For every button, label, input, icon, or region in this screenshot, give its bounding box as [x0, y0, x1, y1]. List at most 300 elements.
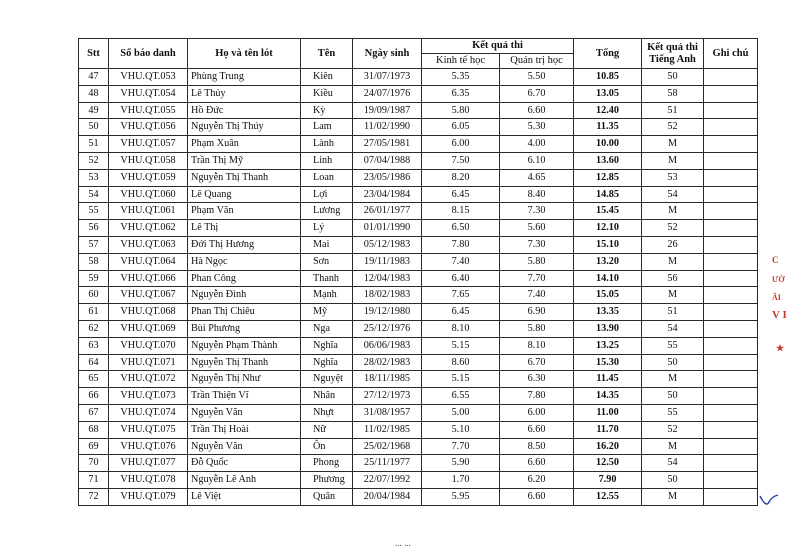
cell-tong: 11.70	[574, 421, 642, 438]
cell-ghi-chu	[704, 152, 758, 169]
cell-ghi-chu	[704, 270, 758, 287]
cell-ghi-chu	[704, 371, 758, 388]
results-table-container	[78, 38, 758, 506]
cell-tieng-anh: 52	[642, 119, 704, 136]
cell-tong: 12.40	[574, 102, 642, 119]
cell-quan-tri-hoc: 5.60	[500, 220, 574, 237]
table-row	[79, 152, 758, 169]
cell-ho-ten-lot: Phùng Trung	[188, 69, 301, 86]
cell-stt: 52	[79, 152, 109, 169]
cell-tieng-anh: M	[642, 438, 704, 455]
cell-ghi-chu	[704, 119, 758, 136]
cell-stt: 59	[79, 270, 109, 287]
cell-ngay-sinh: 23/04/1984	[353, 186, 422, 203]
cell-ghi-chu	[704, 287, 758, 304]
cell-quan-tri-hoc: 6.60	[500, 421, 574, 438]
cell-kinh-te-hoc: 6.55	[422, 388, 500, 405]
cell-tong: 14.10	[574, 270, 642, 287]
cell-ngay-sinh: 22/07/1992	[353, 472, 422, 489]
cell-stt: 60	[79, 287, 109, 304]
cell-stt: 70	[79, 455, 109, 472]
cell-ngay-sinh: 01/01/1990	[353, 220, 422, 237]
cell-tieng-anh: 26	[642, 236, 704, 253]
cell-ho-ten-lot: Nguyễn Lê Anh	[188, 472, 301, 489]
cell-kinh-te-hoc: 8.20	[422, 169, 500, 186]
cell-so-bao-danh: VHU.QT.077	[109, 455, 188, 472]
cell-stt: 68	[79, 421, 109, 438]
table-row	[79, 236, 758, 253]
table-row	[79, 388, 758, 405]
cell-so-bao-danh: VHU.QT.075	[109, 421, 188, 438]
cell-tong: 13.25	[574, 337, 642, 354]
cell-kinh-te-hoc: 8.10	[422, 320, 500, 337]
cell-ngay-sinh: 31/07/1973	[353, 69, 422, 86]
cell-so-bao-danh: VHU.QT.054	[109, 85, 188, 102]
cell-kinh-te-hoc: 5.10	[422, 421, 500, 438]
table-row	[79, 136, 758, 153]
cell-tieng-anh: 54	[642, 320, 704, 337]
cell-tong: 15.05	[574, 287, 642, 304]
red-seal-fragment	[770, 255, 798, 365]
cell-ghi-chu	[704, 136, 758, 153]
cell-ngay-sinh: 18/02/1983	[353, 287, 422, 304]
table-row	[79, 220, 758, 237]
table-row	[79, 488, 758, 505]
cell-so-bao-danh: VHU.QT.070	[109, 337, 188, 354]
cell-tong: 10.00	[574, 136, 642, 153]
cell-ho-ten-lot: Phạm Văn	[188, 203, 301, 220]
header-ngay-sinh: Ngày sinh	[353, 39, 422, 69]
cell-ho-ten-lot: Lê Quang	[188, 186, 301, 203]
cell-stt: 56	[79, 220, 109, 237]
cell-quan-tri-hoc: 4.00	[500, 136, 574, 153]
cell-quan-tri-hoc: 8.50	[500, 438, 574, 455]
cell-stt: 71	[79, 472, 109, 489]
cell-ngay-sinh: 25/12/1976	[353, 320, 422, 337]
cell-ten: Mai	[301, 236, 353, 253]
cell-ten: Kiều	[301, 85, 353, 102]
cell-tieng-anh: M	[642, 253, 704, 270]
cell-kinh-te-hoc: 7.65	[422, 287, 500, 304]
cell-ghi-chu	[704, 388, 758, 405]
cell-so-bao-danh: VHU.QT.058	[109, 152, 188, 169]
cell-tieng-anh: M	[642, 152, 704, 169]
cell-kinh-te-hoc: 8.15	[422, 203, 500, 220]
cell-so-bao-danh: VHU.QT.068	[109, 304, 188, 321]
cell-kinh-te-hoc: 5.15	[422, 371, 500, 388]
cell-so-bao-danh: VHU.QT.053	[109, 69, 188, 86]
cell-quan-tri-hoc: 5.80	[500, 320, 574, 337]
cell-ten: Thanh	[301, 270, 353, 287]
cell-ngay-sinh: 18/11/1985	[353, 371, 422, 388]
cell-quan-tri-hoc: 8.40	[500, 186, 574, 203]
cell-tieng-anh: 50	[642, 472, 704, 489]
cell-ten: Mạnh	[301, 287, 353, 304]
header-ket-qua-tieng-anh-line2: Tiếng Anh	[649, 53, 696, 65]
table-row	[79, 119, 758, 136]
cell-tong: 14.35	[574, 388, 642, 405]
cell-kinh-te-hoc: 1.70	[422, 472, 500, 489]
cell-ngay-sinh: 19/12/1980	[353, 304, 422, 321]
cell-ngay-sinh: 19/09/1987	[353, 102, 422, 119]
header-ket-qua-tieng-anh-line1: Kết quả thi	[647, 41, 698, 53]
cell-kinh-te-hoc: 5.80	[422, 102, 500, 119]
cell-ho-ten-lot: Trần Thị Hoài	[188, 421, 301, 438]
table-row	[79, 85, 758, 102]
cell-ghi-chu	[704, 304, 758, 321]
cell-ten: Lam	[301, 119, 353, 136]
cell-ghi-chu	[704, 203, 758, 220]
cell-tong: 14.85	[574, 186, 642, 203]
cell-so-bao-danh: VHU.QT.073	[109, 388, 188, 405]
cell-kinh-te-hoc: 7.70	[422, 438, 500, 455]
table-row	[79, 354, 758, 371]
cell-stt: 49	[79, 102, 109, 119]
cell-tong: 16.20	[574, 438, 642, 455]
cell-quan-tri-hoc: 7.80	[500, 388, 574, 405]
cell-so-bao-danh: VHU.QT.063	[109, 236, 188, 253]
cell-tong: 15.45	[574, 203, 642, 220]
cell-ho-ten-lot: Trần Thiện Vĩ	[188, 388, 301, 405]
cell-ten: Nghĩa	[301, 354, 353, 371]
cell-quan-tri-hoc: 7.70	[500, 270, 574, 287]
cell-tieng-anh: M	[642, 203, 704, 220]
cell-tieng-anh: 55	[642, 404, 704, 421]
cell-tong: 13.90	[574, 320, 642, 337]
cell-tong: 12.50	[574, 455, 642, 472]
cell-tieng-anh: M	[642, 287, 704, 304]
cell-ten: Lương	[301, 203, 353, 220]
cell-kinh-te-hoc: 6.00	[422, 136, 500, 153]
table-row	[79, 203, 758, 220]
cell-ngay-sinh: 06/06/1983	[353, 337, 422, 354]
table-row	[79, 304, 758, 321]
cell-kinh-te-hoc: 6.45	[422, 186, 500, 203]
cell-quan-tri-hoc: 6.10	[500, 152, 574, 169]
cell-tieng-anh: 52	[642, 220, 704, 237]
cell-tieng-anh: 54	[642, 455, 704, 472]
cell-tieng-anh: 53	[642, 169, 704, 186]
cell-ngay-sinh: 24/07/1976	[353, 85, 422, 102]
cell-ghi-chu	[704, 169, 758, 186]
cell-kinh-te-hoc: 5.00	[422, 404, 500, 421]
cell-ho-ten-lot: Phan Thị Chiêu	[188, 304, 301, 321]
cell-quan-tri-hoc: 5.50	[500, 69, 574, 86]
cell-kinh-te-hoc: 5.95	[422, 488, 500, 505]
seal-char: ĂI	[772, 293, 781, 302]
table-row	[79, 371, 758, 388]
header-ho-ten-lot: Họ và tên lót	[188, 39, 301, 69]
cell-ho-ten-lot: Đỗ Quốc	[188, 455, 301, 472]
cell-quan-tri-hoc: 6.60	[500, 102, 574, 119]
cell-ghi-chu	[704, 102, 758, 119]
cell-quan-tri-hoc: 5.80	[500, 253, 574, 270]
cell-so-bao-danh: VHU.QT.078	[109, 472, 188, 489]
cell-ho-ten-lot: Nguyễn Thị Thanh	[188, 169, 301, 186]
cell-quan-tri-hoc: 7.30	[500, 203, 574, 220]
header-ten: Tên	[301, 39, 353, 69]
cell-so-bao-danh: VHU.QT.066	[109, 270, 188, 287]
cell-ten: Mỹ	[301, 304, 353, 321]
cell-ngay-sinh: 28/02/1983	[353, 354, 422, 371]
cell-tieng-anh: 51	[642, 102, 704, 119]
cell-ngay-sinh: 25/11/1977	[353, 455, 422, 472]
cell-ten: Nhựt	[301, 404, 353, 421]
cell-ho-ten-lot: Lê Việt	[188, 488, 301, 505]
cell-tieng-anh: 58	[642, 85, 704, 102]
table-row	[79, 102, 758, 119]
cell-ho-ten-lot: Nguyễn Thị Thanh	[188, 354, 301, 371]
exam-results-table	[78, 38, 758, 506]
cell-ngay-sinh: 26/01/1977	[353, 203, 422, 220]
cell-ten: Lành	[301, 136, 353, 153]
cell-kinh-te-hoc: 8.60	[422, 354, 500, 371]
star-icon: ★	[776, 343, 785, 353]
cell-tieng-anh: 51	[642, 304, 704, 321]
cell-tong: 12.85	[574, 169, 642, 186]
table-row	[79, 69, 758, 86]
header-stt: Stt	[79, 39, 109, 69]
cell-ngay-sinh: 31/08/1957	[353, 404, 422, 421]
cell-tong: 7.90	[574, 472, 642, 489]
cell-so-bao-danh: VHU.QT.056	[109, 119, 188, 136]
cell-ten: Nữ	[301, 421, 353, 438]
cell-ghi-chu	[704, 421, 758, 438]
cell-ngay-sinh: 27/05/1981	[353, 136, 422, 153]
cell-stt: 48	[79, 85, 109, 102]
cell-ho-ten-lot: Trần Thị Mỹ	[188, 152, 301, 169]
cell-kinh-te-hoc: 7.40	[422, 253, 500, 270]
cell-ten: Nghĩa	[301, 337, 353, 354]
cell-stt: 58	[79, 253, 109, 270]
cell-stt: 54	[79, 186, 109, 203]
cell-tong: 12.10	[574, 220, 642, 237]
cell-ngay-sinh: 11/02/1985	[353, 421, 422, 438]
cell-stt: 51	[79, 136, 109, 153]
cell-ten: Phương	[301, 472, 353, 489]
cell-ho-ten-lot: Nguyễn Đình	[188, 287, 301, 304]
cell-kinh-te-hoc: 5.90	[422, 455, 500, 472]
cell-tieng-anh: M	[642, 371, 704, 388]
cell-quan-tri-hoc: 6.60	[500, 488, 574, 505]
cell-ho-ten-lot: Hồ Đức	[188, 102, 301, 119]
header-ket-qua-thi: Kết quả thi	[422, 39, 574, 54]
cell-stt: 61	[79, 304, 109, 321]
cell-tieng-anh: 50	[642, 69, 704, 86]
table-row	[79, 404, 758, 421]
cell-stt: 55	[79, 203, 109, 220]
table-row	[79, 421, 758, 438]
cell-ten: Nhân	[301, 388, 353, 405]
cell-kinh-te-hoc: 5.35	[422, 69, 500, 86]
cell-ghi-chu	[704, 404, 758, 421]
cell-ho-ten-lot: Phan Công	[188, 270, 301, 287]
table-row	[79, 270, 758, 287]
cell-ten: Kiên	[301, 69, 353, 86]
header-ghi-chu: Ghi chú	[704, 39, 758, 69]
cell-ghi-chu	[704, 186, 758, 203]
cell-tieng-anh: 56	[642, 270, 704, 287]
table-row	[79, 287, 758, 304]
cell-ngay-sinh: 12/04/1983	[353, 270, 422, 287]
seal-char: C	[772, 255, 779, 265]
cell-ho-ten-lot: Bùi Phương	[188, 320, 301, 337]
cell-tong: 13.05	[574, 85, 642, 102]
cell-tong: 11.00	[574, 404, 642, 421]
page-number: ... ...	[395, 538, 411, 548]
cell-ten: Loan	[301, 169, 353, 186]
cell-tieng-anh: 52	[642, 421, 704, 438]
cell-stt: 72	[79, 488, 109, 505]
cell-so-bao-danh: VHU.QT.059	[109, 169, 188, 186]
cell-ten: Nga	[301, 320, 353, 337]
table-row	[79, 472, 758, 489]
results-table-body	[79, 69, 758, 506]
cell-tong: 13.35	[574, 304, 642, 321]
cell-tong: 15.10	[574, 236, 642, 253]
cell-ngay-sinh: 25/02/1968	[353, 438, 422, 455]
table-row	[79, 438, 758, 455]
cell-ten: Phong	[301, 455, 353, 472]
cell-kinh-te-hoc: 5.15	[422, 337, 500, 354]
signature-mark	[758, 492, 780, 508]
cell-ho-ten-lot: Đới Thị Hương	[188, 236, 301, 253]
cell-ghi-chu	[704, 455, 758, 472]
cell-so-bao-danh: VHU.QT.076	[109, 438, 188, 455]
cell-so-bao-danh: VHU.QT.057	[109, 136, 188, 153]
cell-quan-tri-hoc: 6.30	[500, 371, 574, 388]
cell-tong: 11.35	[574, 119, 642, 136]
cell-ghi-chu	[704, 220, 758, 237]
cell-stt: 65	[79, 371, 109, 388]
cell-kinh-te-hoc: 6.50	[422, 220, 500, 237]
cell-ho-ten-lot: Nguyễn Văn	[188, 438, 301, 455]
cell-kinh-te-hoc: 7.80	[422, 236, 500, 253]
cell-ghi-chu	[704, 69, 758, 86]
cell-so-bao-danh: VHU.QT.069	[109, 320, 188, 337]
cell-ngay-sinh: 19/11/1983	[353, 253, 422, 270]
cell-so-bao-danh: VHU.QT.071	[109, 354, 188, 371]
cell-so-bao-danh: VHU.QT.062	[109, 220, 188, 237]
cell-ho-ten-lot: Phạm Xuân	[188, 136, 301, 153]
seal-char: V I	[772, 309, 787, 321]
cell-ghi-chu	[704, 438, 758, 455]
cell-ngay-sinh: 20/04/1984	[353, 488, 422, 505]
cell-ghi-chu	[704, 236, 758, 253]
cell-ho-ten-lot: Hà Ngọc	[188, 253, 301, 270]
cell-ghi-chu	[704, 472, 758, 489]
cell-stt: 69	[79, 438, 109, 455]
cell-ho-ten-lot: Nguyễn Phạm Thành	[188, 337, 301, 354]
cell-ghi-chu	[704, 488, 758, 505]
cell-tieng-anh: 55	[642, 337, 704, 354]
cell-so-bao-danh: VHU.QT.079	[109, 488, 188, 505]
cell-quan-tri-hoc: 6.70	[500, 354, 574, 371]
cell-ten: Linh	[301, 152, 353, 169]
cell-stt: 50	[79, 119, 109, 136]
header-ket-qua-tieng-anh	[642, 39, 704, 69]
cell-tieng-anh: M	[642, 136, 704, 153]
cell-kinh-te-hoc: 6.05	[422, 119, 500, 136]
cell-quan-tri-hoc: 7.30	[500, 236, 574, 253]
cell-tieng-anh: 50	[642, 354, 704, 371]
cell-so-bao-danh: VHU.QT.064	[109, 253, 188, 270]
table-row	[79, 169, 758, 186]
cell-ho-ten-lot: Nguyễn Thị Như	[188, 371, 301, 388]
cell-quan-tri-hoc: 8.10	[500, 337, 574, 354]
cell-stt: 66	[79, 388, 109, 405]
cell-so-bao-danh: VHU.QT.074	[109, 404, 188, 421]
cell-tong: 10.85	[574, 69, 642, 86]
cell-ten: Ôn	[301, 438, 353, 455]
cell-tong: 13.20	[574, 253, 642, 270]
cell-kinh-te-hoc: 6.45	[422, 304, 500, 321]
cell-tieng-anh: 54	[642, 186, 704, 203]
cell-ngay-sinh: 05/12/1983	[353, 236, 422, 253]
cell-ghi-chu	[704, 320, 758, 337]
cell-quan-tri-hoc: 7.40	[500, 287, 574, 304]
table-row	[79, 253, 758, 270]
cell-ho-ten-lot: Nguyễn Thị Thúy	[188, 119, 301, 136]
cell-ghi-chu	[704, 85, 758, 102]
cell-quan-tri-hoc: 6.60	[500, 455, 574, 472]
cell-quan-tri-hoc: 6.20	[500, 472, 574, 489]
cell-ten: Kỳ	[301, 102, 353, 119]
cell-ten: Sơn	[301, 253, 353, 270]
cell-tong: 12.55	[574, 488, 642, 505]
cell-quan-tri-hoc: 4.65	[500, 169, 574, 186]
cell-ngay-sinh: 27/12/1973	[353, 388, 422, 405]
cell-ten: Lợi	[301, 186, 353, 203]
table-row	[79, 320, 758, 337]
cell-ghi-chu	[704, 253, 758, 270]
cell-ngay-sinh: 07/04/1988	[353, 152, 422, 169]
cell-ngay-sinh: 11/02/1990	[353, 119, 422, 136]
cell-ho-ten-lot: Lê Thủy	[188, 85, 301, 102]
cell-stt: 67	[79, 404, 109, 421]
cell-quan-tri-hoc: 6.00	[500, 404, 574, 421]
table-row	[79, 455, 758, 472]
header-quan-tri-hoc: Quản trị học	[500, 54, 574, 69]
cell-kinh-te-hoc: 6.40	[422, 270, 500, 287]
table-row	[79, 186, 758, 203]
cell-ten: Quân	[301, 488, 353, 505]
cell-tieng-anh: M	[642, 488, 704, 505]
cell-so-bao-danh: VHU.QT.055	[109, 102, 188, 119]
seal-char: ƯỜ	[772, 275, 785, 284]
header-tong: Tổng	[574, 39, 642, 69]
cell-ghi-chu	[704, 337, 758, 354]
header-kinh-te-hoc: Kinh tế học	[422, 54, 500, 69]
header-so-bao-danh: Số báo danh	[109, 39, 188, 69]
cell-so-bao-danh: VHU.QT.067	[109, 287, 188, 304]
cell-tieng-anh: 50	[642, 388, 704, 405]
cell-tong: 15.30	[574, 354, 642, 371]
cell-so-bao-danh: VHU.QT.072	[109, 371, 188, 388]
cell-ho-ten-lot: Nguyễn Văn	[188, 404, 301, 421]
cell-quan-tri-hoc: 5.30	[500, 119, 574, 136]
cell-stt: 47	[79, 69, 109, 86]
cell-ten: Lý	[301, 220, 353, 237]
cell-ngay-sinh: 23/05/1986	[353, 169, 422, 186]
table-row	[79, 337, 758, 354]
cell-ten: Nguyệt	[301, 371, 353, 388]
cell-quan-tri-hoc: 6.90	[500, 304, 574, 321]
cell-so-bao-danh: VHU.QT.061	[109, 203, 188, 220]
cell-ho-ten-lot: Lê Thị	[188, 220, 301, 237]
cell-stt: 63	[79, 337, 109, 354]
cell-stt: 64	[79, 354, 109, 371]
